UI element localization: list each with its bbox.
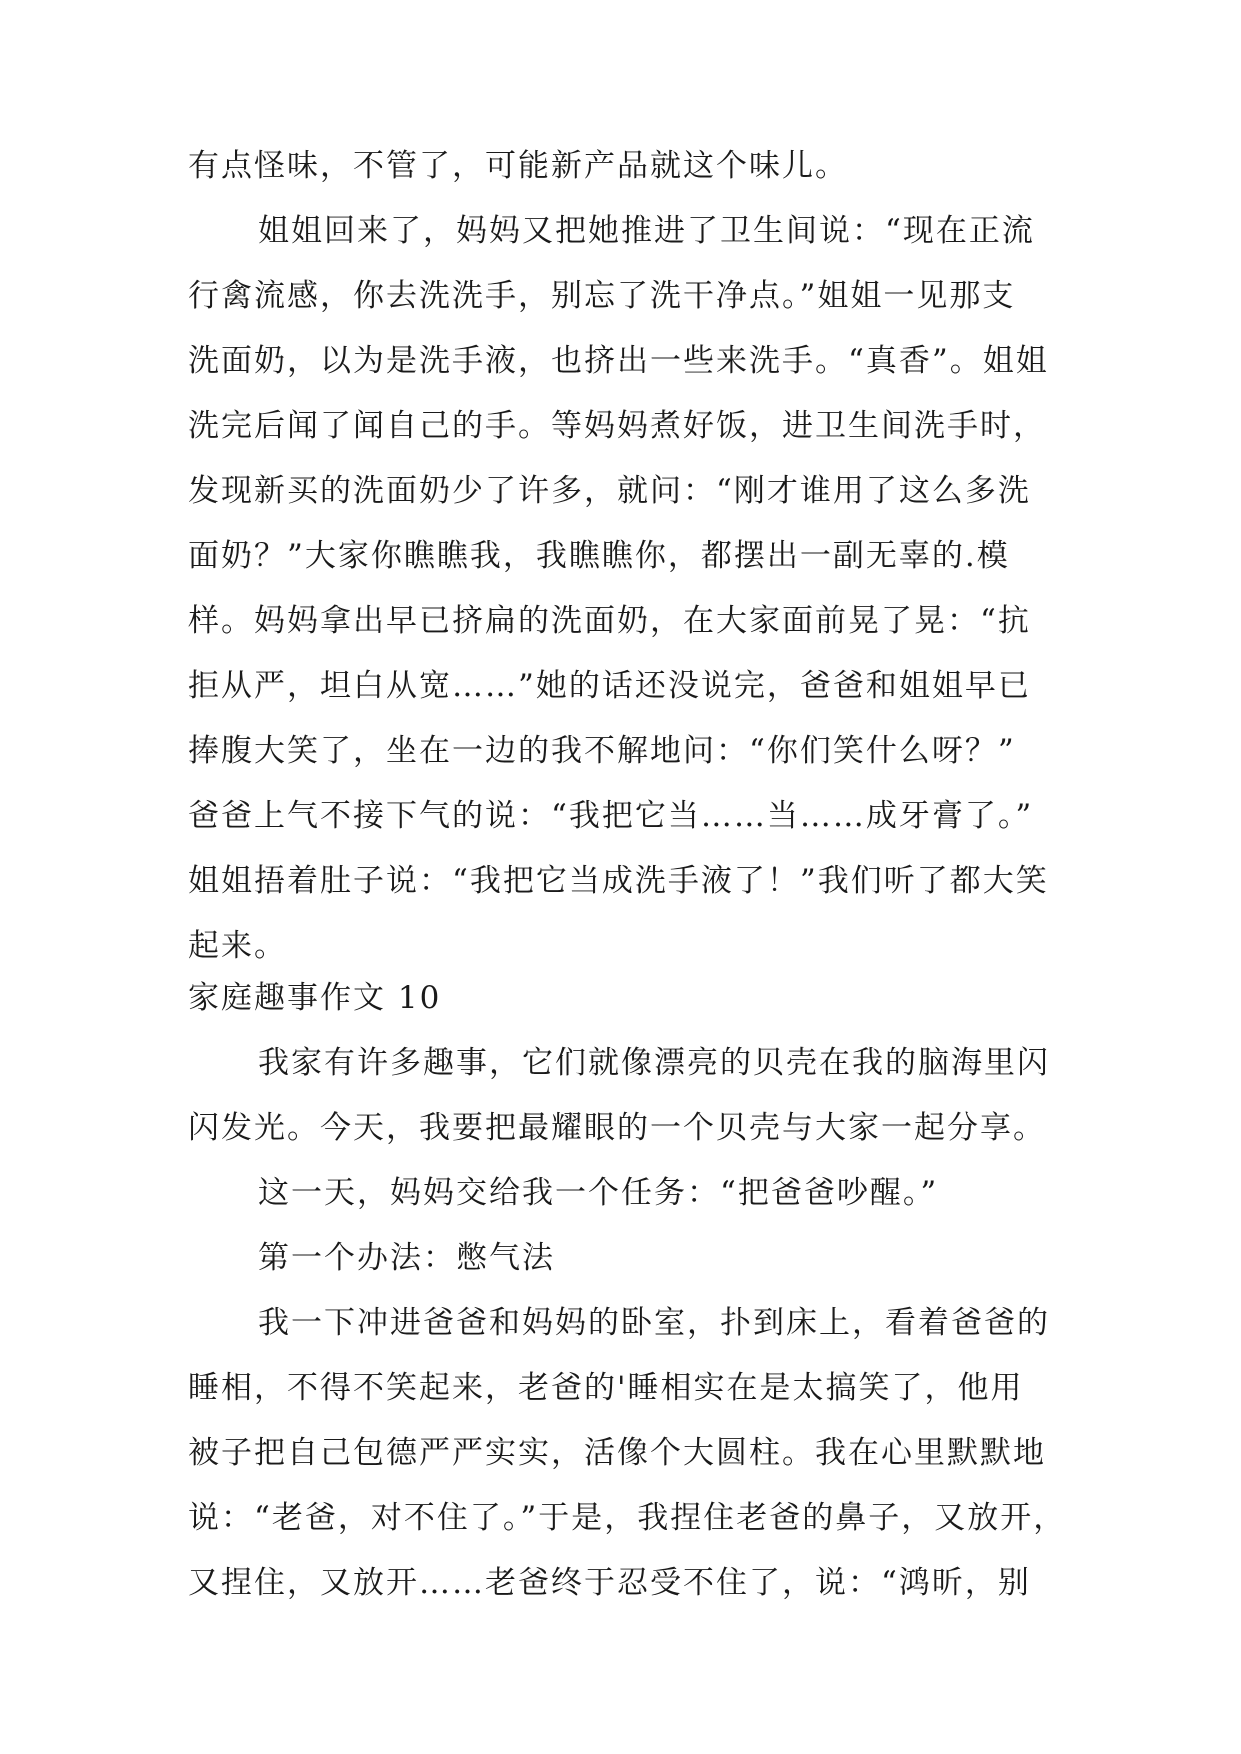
paragraph-line: 面奶？”大家你瞧瞧我，我瞧瞧你，都摆出一副无辜的.模 (188, 538, 1010, 574)
paragraph-line: 洗完后闻了闻自己的手。等妈妈煮好饭，进卫生间洗手时， (188, 408, 1046, 444)
paragraph-line: 有点怪味，不管了，可能新产品就这个味儿。 (188, 148, 848, 184)
paragraph-line: 样。妈妈拿出早已挤扁的洗面奶，在大家面前晃了晃：“抗 (188, 603, 1031, 639)
paragraph-line: 姐姐回来了，妈妈又把她推进了卫生间说：“现在正流 (258, 213, 1035, 249)
paragraph-line: 发现新买的洗面奶少了许多，就问：“刚才谁用了这么多洗 (188, 473, 1031, 509)
paragraph-line: 这一天，妈妈交给我一个任务：“把爸爸吵醒。” (258, 1175, 939, 1211)
story-section-2 (188, 1031, 1068, 1616)
section-title: 家庭趣事作文 10 (188, 980, 442, 1016)
paragraph-line: 闪发光。今天，我要把最耀眼的一个贝壳与大家一起分享。 (188, 1110, 1046, 1146)
paragraph-line: 爸爸上气不接下气的说：“我把它当……当……成牙膏了。” (188, 798, 1034, 834)
paragraph-line: 我一下冲进爸爸和妈妈的卧室，扑到床上，看着爸爸的 (258, 1305, 1050, 1341)
story-section-1 (188, 134, 1068, 979)
paragraph-line: 姐姐捂着肚子说：“我把它当成洗手液了！”我们听了都大笑 (188, 863, 1049, 899)
paragraph-line: 我家有许多趣事，它们就像漂亮的贝壳在我的脑海里闪 (258, 1045, 1050, 1081)
paragraph-line: 睡相，不得不笑起来，老爸的'睡相实在是太搞笑了，他用 (188, 1370, 1024, 1406)
paragraph-line: 被子把自己包德严严实实，活像个大圆柱。我在心里默默地 (188, 1435, 1046, 1471)
paragraph-line: 说：“老爸，对不住了。”于是，我捏住老爸的鼻子，又放开， (188, 1500, 1067, 1536)
paragraph-line: 洗面奶，以为是洗手液，也挤出一些来洗手。“真香”。姐姐 (188, 343, 1049, 379)
paragraph-line: 行禽流感，你去洗洗手，别忘了洗干净点。”姐姐一见那支 (188, 278, 1016, 314)
paragraph-line: 捧腹大笑了，坐在一边的我不解地问：“你们笑什么呀？” (188, 733, 1016, 769)
paragraph-line: 又捏住，又放开……老爸终于忍受不住了，说：“鸿昕，别 (188, 1565, 1031, 1601)
paragraph-line: 拒从严，坦白从宽……”她的话还没说完，爸爸和姐姐早已 (188, 668, 1031, 704)
paragraph-line: 第一个办法：憋气法 (258, 1240, 555, 1276)
paragraph-line: 起来。 (188, 928, 287, 964)
